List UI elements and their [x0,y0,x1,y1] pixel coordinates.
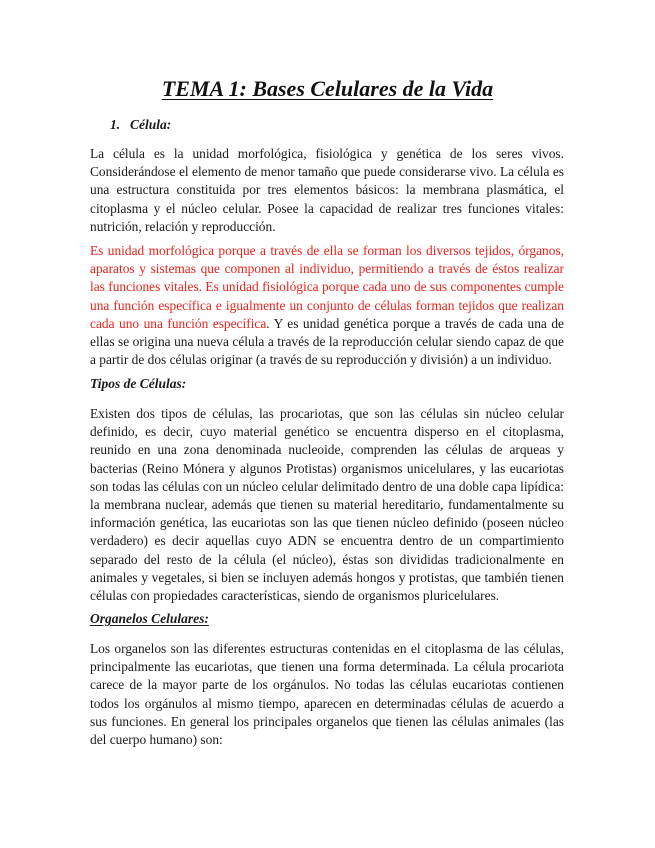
paragraph-unidad-rest: . Y es unidad genética porque a través de cada una de ellas se origina una nueva célula a través de la reproducción celular siendo capaz de que a partir de dos células originar (a través de su reproducción y división) a un individuo. [90,315,564,368]
subheading-tipos: Tipos de Células: [90,376,187,391]
page-title: TEMA 1: Bases Celulares de la Vida [161,76,494,101]
paragraph-tipos: Existen dos tipos de células, las procariotas, que son las células sin núcleo celular definido, es decir, cuyo material genético se encuentra disperso en el citoplasma, reunido en una zona denominada nucleoide, comprenden las células de arqueas y bacterias (Reino Mónera y algunos Protistas) organismos unicelulares, y las eucariotas son todas las células con un núcleo celular delimitado dentro de una doble capa lipídica: la membrana nuclear, además que tienen su material hereditario, fundamentalmente su información genética, las eucariotas son las que tienen núcleo definido (poseen núcleo verdadero) es decir aquellas cuyo ADN se encuentra dentro de un compartimiento separado del resto de la célula (el núcleo), éstas son divididas tradicionalmente en animales y vegetales, si bien se incluyen además hongos y protistas, que también tienen células con propiedades características, siendo de organismos pluricelulares. [90,406,564,604]
section-heading-celula [110,117,171,133]
paragraph-organelos: Los organelos son las diferentes estructuras contenidas en el citoplasma de las células, principalmente las eucariotas, que tienen una forma determinada. La célula procariota carece de la mayor parte de los orgánulos. No todas las células eucariotas contienen todos los orgánulos al mismo tiempo, aparecen en determinadas células de acuerdo a sus funciones. En general los principales organelos que tienen las células animales (las del cuerpo humano) son: [90,641,564,748]
paragraph-unidad-highlight: Es unidad morfológica porque a través de ella se forman los diversos tejidos, órganos, aparatos y sistemas que componen al individuo, permitiendo a través de éstos realizar las funciones vitales. Es unidad fisiológica porque cada uno de sus componentes cumple una función específica e igualmente un conjunto de células forman tejidos que realizan cada uno una función específica [90,243,564,331]
paragraph-unidad [90,242,564,369]
section-number: 1. [110,117,121,132]
subheading-organelos [90,611,209,627]
subheading-organelos-text: Organelos Celulares: [90,611,209,626]
paragraph-definicion: La célula es la unidad morfológica, fisiológica y genética de los seres vivos. Considerándose el elemento de menor tamaño que puede considerarse vivo. La célula es una estructura constituida por tres elementos básicos: la membrana plasmática, el citoplasma y el núcleo celular. Posee la capacidad de realizar tres funciones vitales: nutrición, relación y reproducción. [90,146,564,234]
section-heading-text: Célula: [130,117,172,132]
